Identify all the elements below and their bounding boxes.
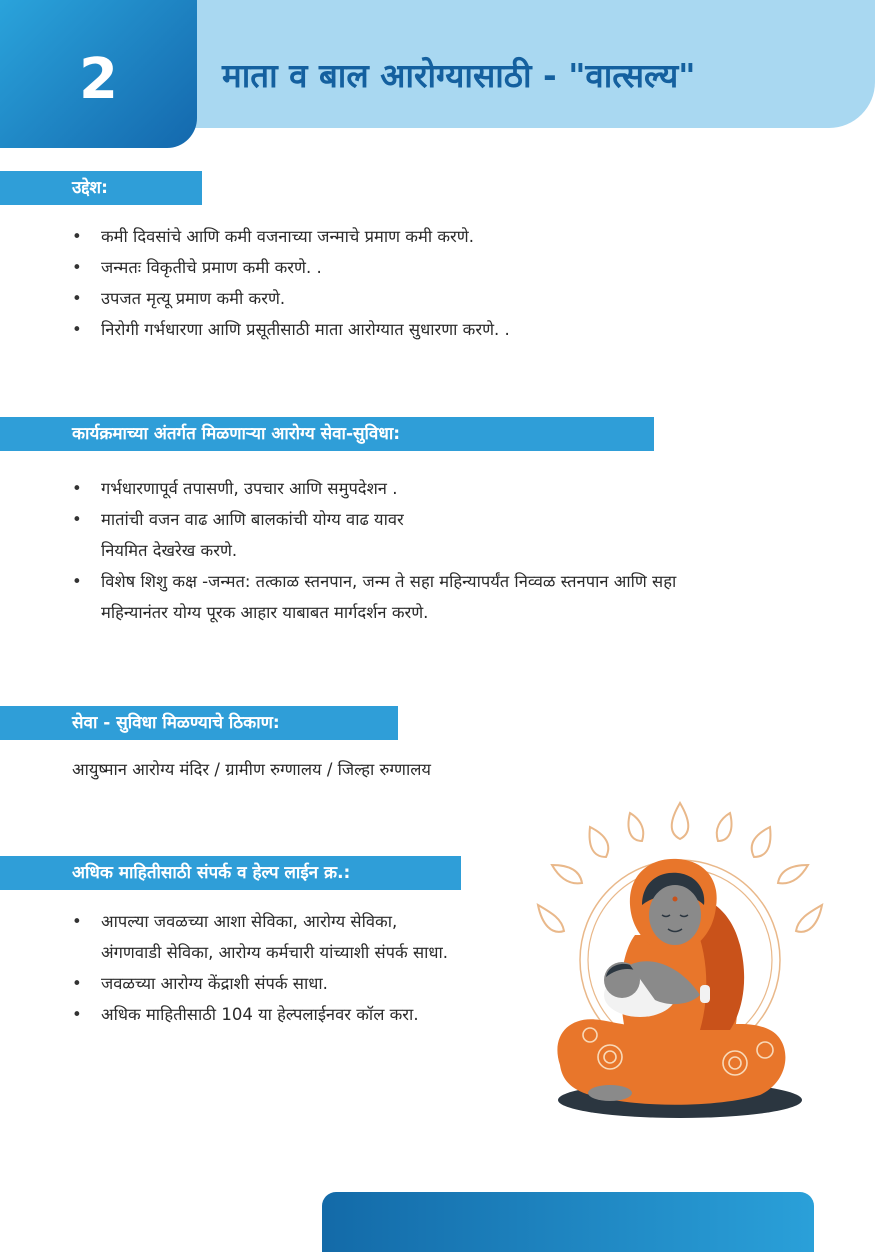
list-item-text: नियमित देखरेख करणे. <box>101 541 238 560</box>
list-item: • जन्मतः विकृतीचे प्रमाण कमी करणे. . <box>0 252 510 283</box>
list-item <box>0 566 676 628</box>
list-item <box>0 968 448 999</box>
list-item <box>0 999 448 1030</box>
locations-text: आयुष्मान आरोग्य मंदिर / ग्रामीण रुग्णालय / जिल्हा रुग्णालय <box>72 760 432 779</box>
face <box>649 885 701 945</box>
list-item-text: गर्भधारणापूर्व तपासणी, उपचार आणि समुपदेशन . <box>101 479 398 498</box>
list-item-text: अंगणवाडी सेविका, आरोग्य कर्मचारी यांच्याशी संपर्क साधा. <box>101 943 449 962</box>
objectives-list <box>0 221 510 345</box>
list-item: • कमी दिवसांचे आणि कमी वजनाच्या जन्माचे प्रमाण कमी करणे. <box>0 221 510 252</box>
list-item <box>0 504 676 566</box>
list-item-text: विशेष शिशु कक्ष -जन्मत: तत्काळ स्तनपान, जन्म ते सहा महिन्यापर्यंत निव्वळ स्तनपान आणि सहा <box>101 572 677 591</box>
list-item-text: अधिक माहितीसाठी 104 या हेल्पलाईनवर कॉल करा. <box>101 1005 419 1024</box>
list-item: • निरोगी गर्भधारणा आणि प्रसूतीसाठी माता आरोग्यात सुधारणा करणे. . <box>0 314 510 345</box>
mother-child-illustration <box>530 795 830 1125</box>
list-item-text: जवळच्या आरोग्य केंद्राशी संपर्क साधा. <box>101 974 328 993</box>
page-title: माता व बाल आरोग्यासाठी - "वात्सल्य" <box>222 56 696 95</box>
foot <box>588 1085 632 1101</box>
list-item-text: आपल्या जवळच्या आशा सेविका, आरोग्य सेविका, <box>101 912 398 931</box>
services-list <box>0 473 676 628</box>
locations-heading: सेवा - सुविधा मिळण्याचे ठिकाण: <box>0 706 398 740</box>
bindi-icon <box>673 897 678 902</box>
list-item <box>0 473 676 504</box>
footer-bar <box>322 1192 814 1252</box>
contact-list <box>0 906 448 1030</box>
contact-heading: अधिक माहितीसाठी संपर्क व हेल्प लाईन क्र.: <box>0 856 461 890</box>
section-number: 2 <box>79 47 118 112</box>
list-item-text: मातांची वजन वाढ आणि बालकांची योग्य वाढ यावर <box>101 510 404 529</box>
objectives-heading: उद्देश: <box>0 171 202 205</box>
section-number-box <box>0 0 197 148</box>
list-item: • उपजत मृत्यू प्रमाण कमी करणे. <box>0 283 510 314</box>
list-item-text: महिन्यानंतर योग्य पूरक आहार याबाबत मार्गदर्शन करणे. <box>101 603 429 622</box>
bangle-icon <box>700 985 710 1003</box>
services-heading: कार्यक्रमाच्या अंतर्गत मिळणाऱ्या आरोग्य सेवा-सुविधा: <box>0 417 654 451</box>
list-item <box>0 906 448 968</box>
